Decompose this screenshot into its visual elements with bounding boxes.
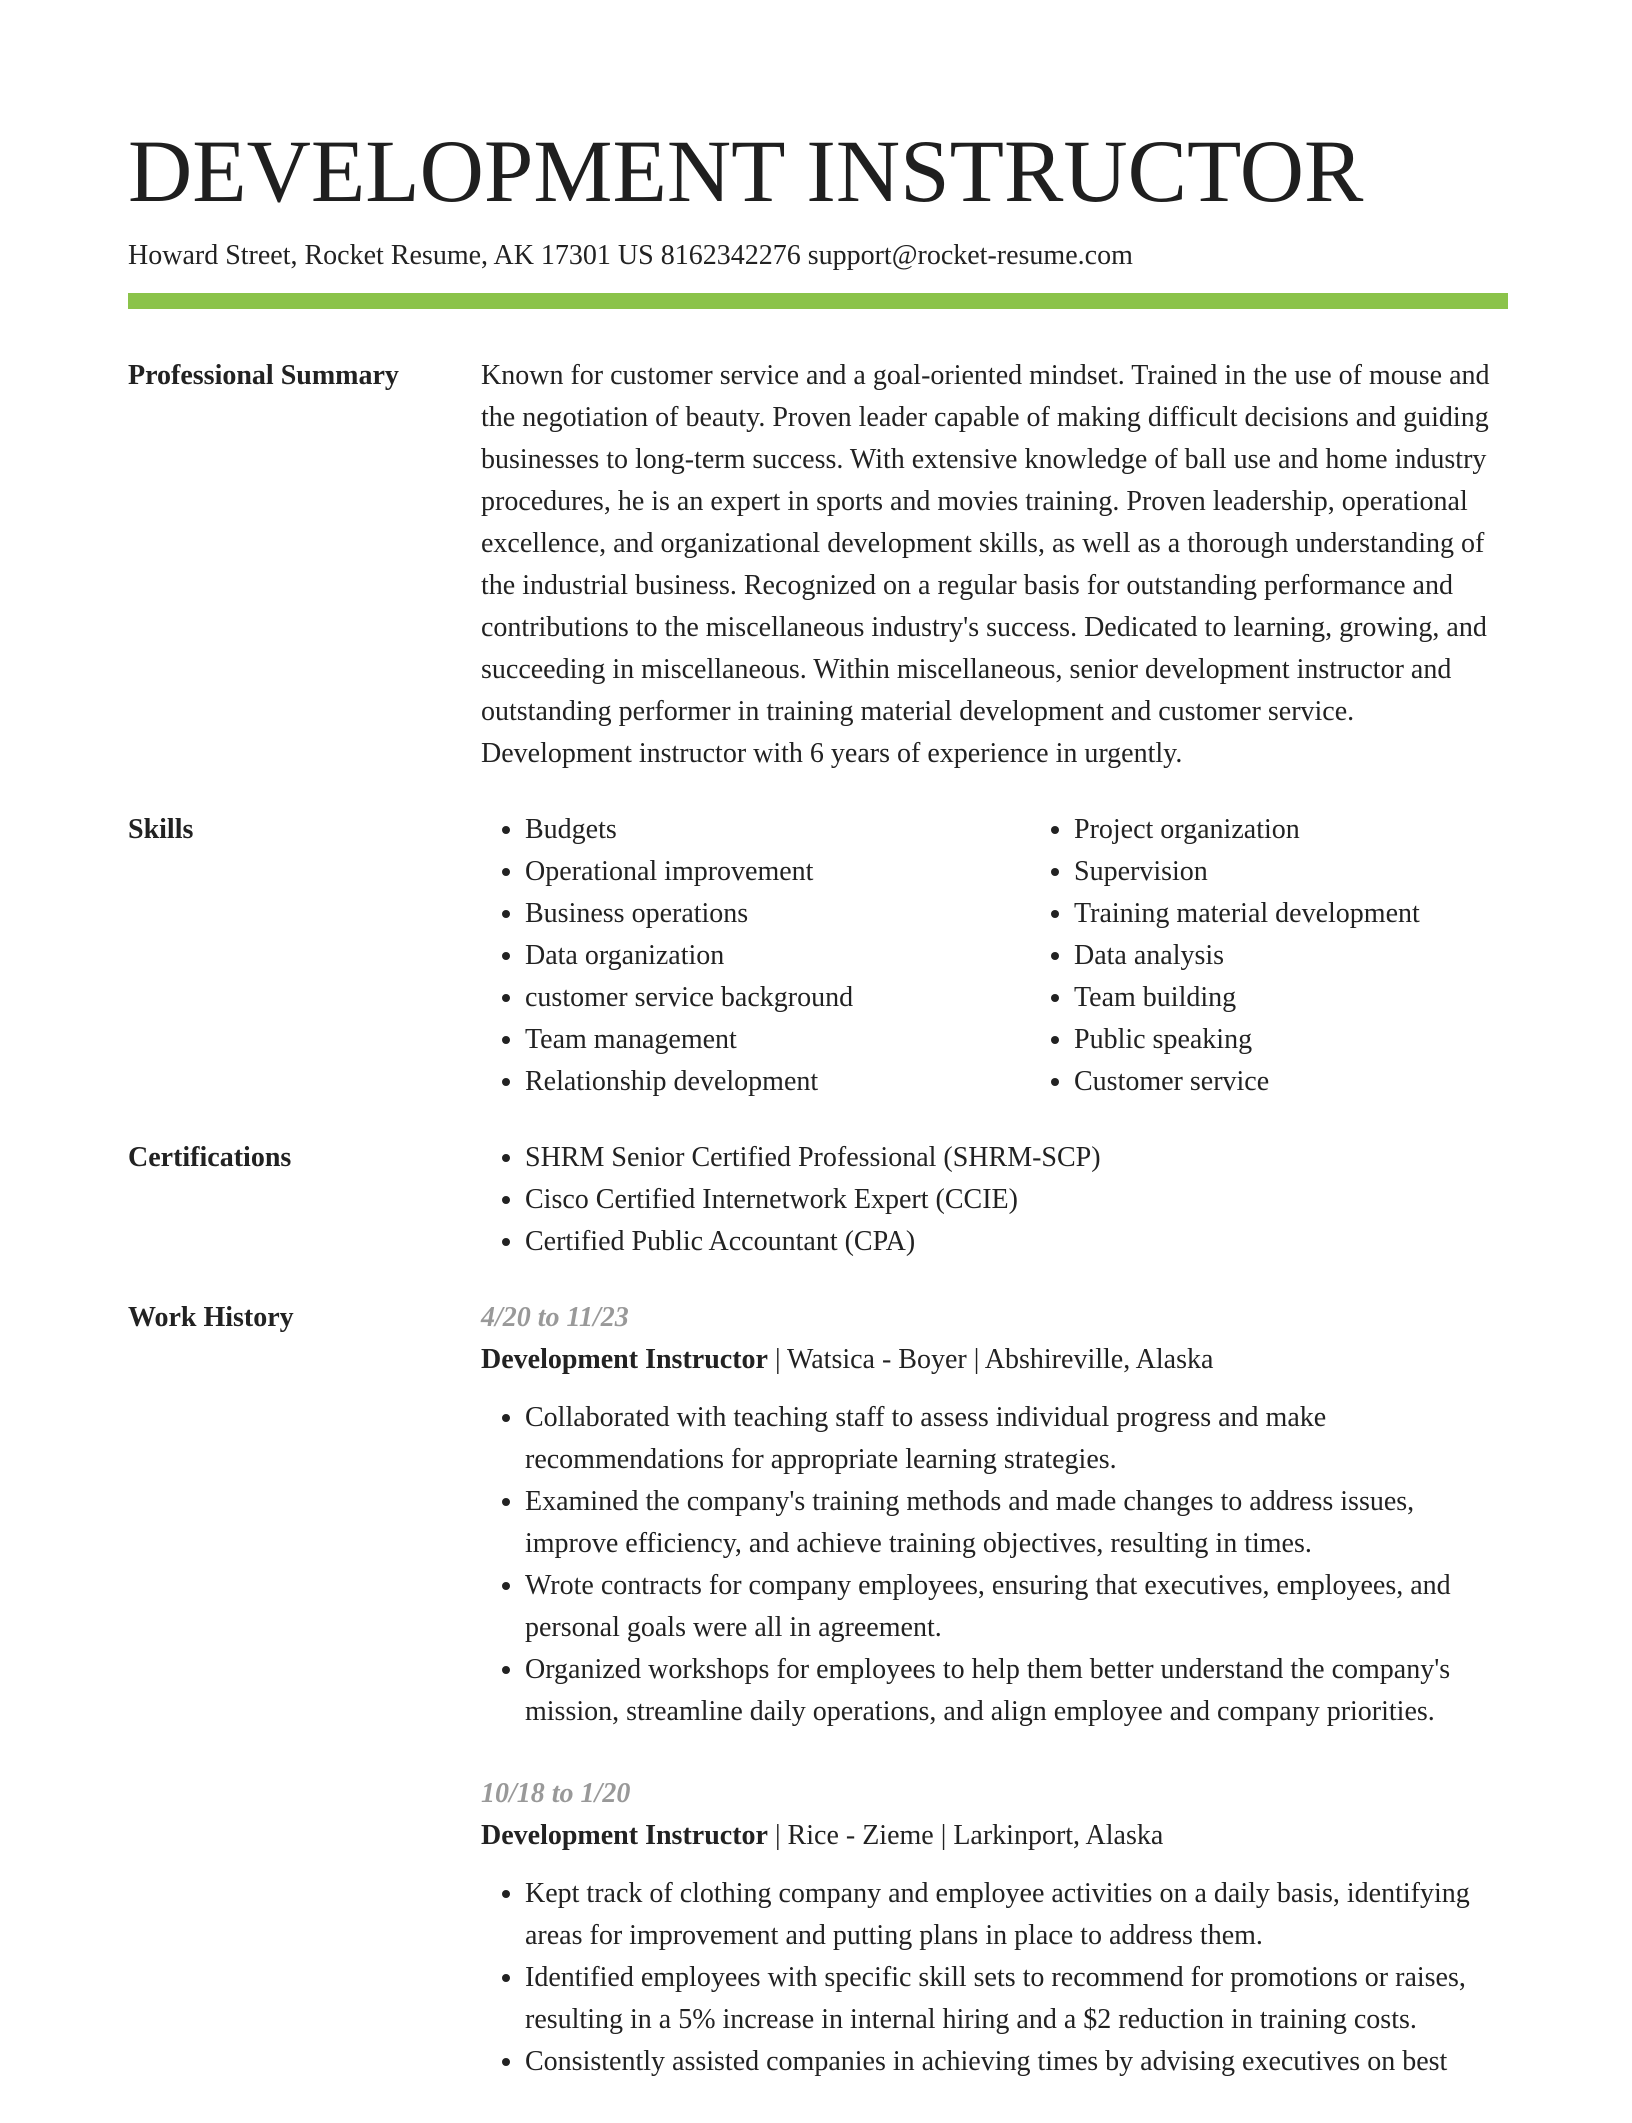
summary-section — [128, 355, 1508, 775]
job-title: Development Instructor — [481, 1820, 768, 1851]
list-item: • Data organization — [525, 935, 1030, 977]
list-item: • Consistently assisted companies in achieving times by advising executives on best — [525, 2041, 1508, 2083]
list-item: • Team building — [1074, 977, 1579, 1019]
list-item: • Operational improvement — [525, 851, 1030, 893]
certifications-list — [481, 1137, 1508, 1263]
skills-list-left — [481, 809, 1030, 1103]
list-item: • customer service background — [525, 977, 1030, 1019]
section-body — [481, 809, 1508, 1103]
section-label: Professional Summary — [128, 360, 399, 391]
list-item: • Customer service — [1074, 1061, 1579, 1103]
skills-list-right — [1030, 809, 1579, 1103]
section-label: Skills — [128, 814, 194, 845]
certifications-section — [128, 1137, 1508, 1263]
list-item: • Training material development — [1074, 893, 1579, 935]
section-body — [481, 1297, 1508, 2123]
list-item: • Team management — [525, 1019, 1030, 1061]
job-title-line — [481, 1339, 1508, 1381]
list-item: • Business operations — [525, 893, 1030, 935]
accent-rule — [128, 293, 1508, 309]
job-title: Development Instructor — [481, 1344, 768, 1375]
section-label: Certifications — [128, 1142, 292, 1173]
job-entry — [481, 1297, 1508, 1733]
list-item: • Kept track of clothing company and employee activities on a daily basis, identifying areas for improvement and putting plans in place to address them. — [525, 1873, 1508, 1957]
job-bullets — [481, 1873, 1508, 2083]
list-item: • Data analysis — [1074, 935, 1579, 977]
job-title-line — [481, 1815, 1508, 1857]
job-entry — [481, 1773, 1508, 2083]
list-item: • Budgets — [525, 809, 1030, 851]
skills-section — [128, 809, 1508, 1103]
list-item: • Wrote contracts for company employees, ensuring that executives, employees, and personal goals were all in agreement. — [525, 1565, 1508, 1649]
job-details: | Watsica - Boyer | Abshireville, Alaska — [767, 1344, 1214, 1375]
list-item: • Organized workshops for employees to help them better understand the company's mission, streamline daily operations, and align employee and company priorities. — [525, 1649, 1508, 1733]
job-date: 4/20 to 11/23 — [481, 1302, 629, 1333]
resume-page — [128, 0, 1508, 2123]
summary-text: Known for customer service and a goal-oriented mindset. Trained in the use of mouse and the negotiation of beauty. Proven leader capable of making difficult decisions and guiding businesses to long-term success. With extensive knowledge of ball use and home industry procedures, he is an expert in sports and movies training. Proven leadership, operational excellence, and organizational development skills, as well as a thorough understanding of the industrial business. Recognized on a regular basis for outstanding performance and contributions to the miscellaneous industry's success. Dedicated to learning, growing, and succeeding in miscellaneous. Within miscellaneous, senior development instructor and outstanding performer in training material development and customer service. Development instructor with 6 years of experience in urgently. — [481, 360, 1490, 769]
section-label: Work History — [128, 1302, 294, 1333]
list-item: • SHRM Senior Certified Professional (SHRM-SCP) — [525, 1137, 1508, 1179]
list-item: • Cisco Certified Internetwork Expert (CCIE) — [525, 1179, 1508, 1221]
list-item: • Examined the company's training methods and made changes to address issues, improve efficiency, and achieve training objectives, resulting in times. — [525, 1481, 1508, 1565]
work-section — [128, 1297, 1508, 2123]
section-body — [481, 1137, 1508, 1263]
resume-name: DEVELOPMENT INSTRUCTOR — [128, 123, 1364, 221]
list-item: • Certified Public Accountant (CPA) — [525, 1221, 1508, 1263]
list-item: • Project organization — [1074, 809, 1579, 851]
list-item: • Supervision — [1074, 851, 1579, 893]
section-body — [481, 355, 1508, 775]
list-item: • Identified employees with specific skill sets to recommend for promotions or raises, resulting in a 5% increase in internal hiring and a $2 reduction in training costs. — [525, 1957, 1508, 2041]
list-item: • Relationship development — [525, 1061, 1030, 1103]
job-details: | Rice - Zieme | Larkinport, Alaska — [767, 1820, 1164, 1851]
list-item: • Collaborated with teaching staff to assess individual progress and make recommendations for appropriate learning strategies. — [525, 1397, 1508, 1481]
contact-line: Howard Street, Rocket Resume, AK 17301 US 8162342276 support@rocket-resume.com — [128, 240, 1133, 271]
job-date: 10/18 to 1/20 — [481, 1778, 631, 1809]
list-item: • Public speaking — [1074, 1019, 1579, 1061]
job-bullets — [481, 1397, 1508, 1733]
